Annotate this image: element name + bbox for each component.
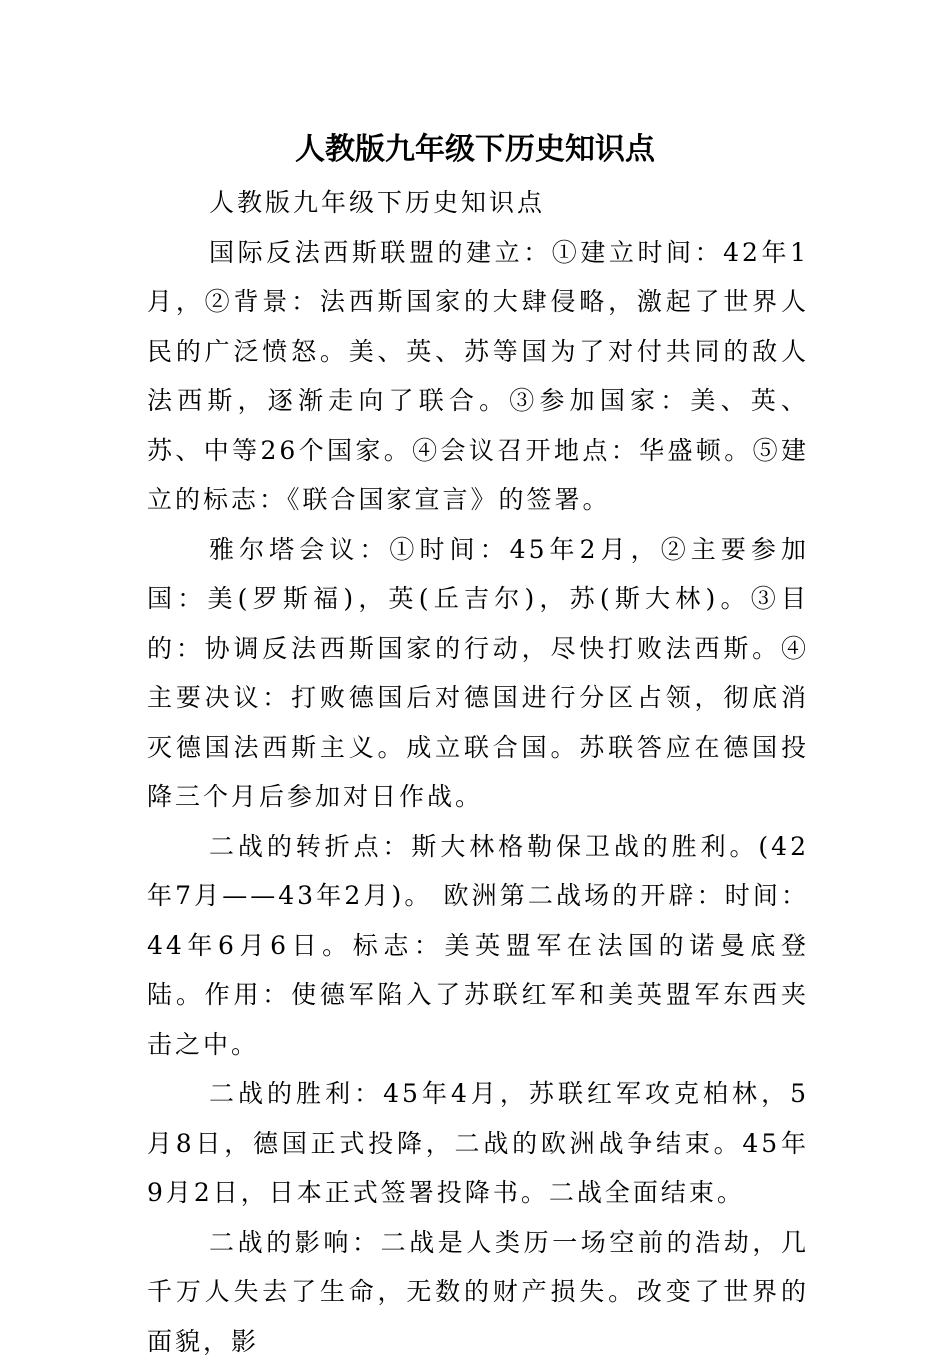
paragraph-anti-fascist-alliance: 国际反法西斯联盟的建立：①建立时间：42年1月，②背景：法西斯国家的大肆侵略，激起了世界人民的广泛愤怒。美、英、苏等国为了对付共同的敌人法西斯，逐渐走向了联合。③参加国家：美、英、苏、中等26个国家。④会议召开地点：华盛顿。⑤建立的标志：《联合国家宣言》的签署。	[147, 228, 809, 525]
paragraph-subtitle: 人教版九年级下历史知识点	[147, 178, 809, 228]
paragraph-impact: 二战的影响：二战是人类历一场空前的浩劫，几千万人失去了生命，无数的财产损失。改变了世界的面貌，影	[147, 1218, 809, 1366]
paragraph-turning-point: 二战的转折点：斯大林格勒保卫战的胜利。(42年7月——43年2月)。 欧洲第二战场的开辟：时间：44年6月6日。标志：美英盟军在法国的诺曼底登陆。作用：使德军陷入了苏联红军和美英盟军东西夹击之中。	[147, 822, 809, 1070]
document-body	[147, 178, 809, 1366]
paragraph-victory: 二战的胜利：45年4月，苏联红军攻克柏林，5月8日，德国正式投降，二战的欧洲战争结束。45年9月2日，日本正式签署投降书。二战全面结束。	[147, 1069, 809, 1218]
document-title: 人教版九年级下历史知识点	[0, 128, 950, 172]
paragraph-yalta-conference: 雅尔塔会议：①时间：45年2月，②主要参加国：美(罗斯福)，英(丘吉尔)，苏(斯大林)。③目的：协调反法西斯国家的行动，尽快打败法西斯。④主要决议：打败德国后对德国进行分区占领，彻底消灭德国法西斯主义。成立联合国。苏联答应在德国投降三个月后参加对日作战。	[147, 525, 809, 822]
